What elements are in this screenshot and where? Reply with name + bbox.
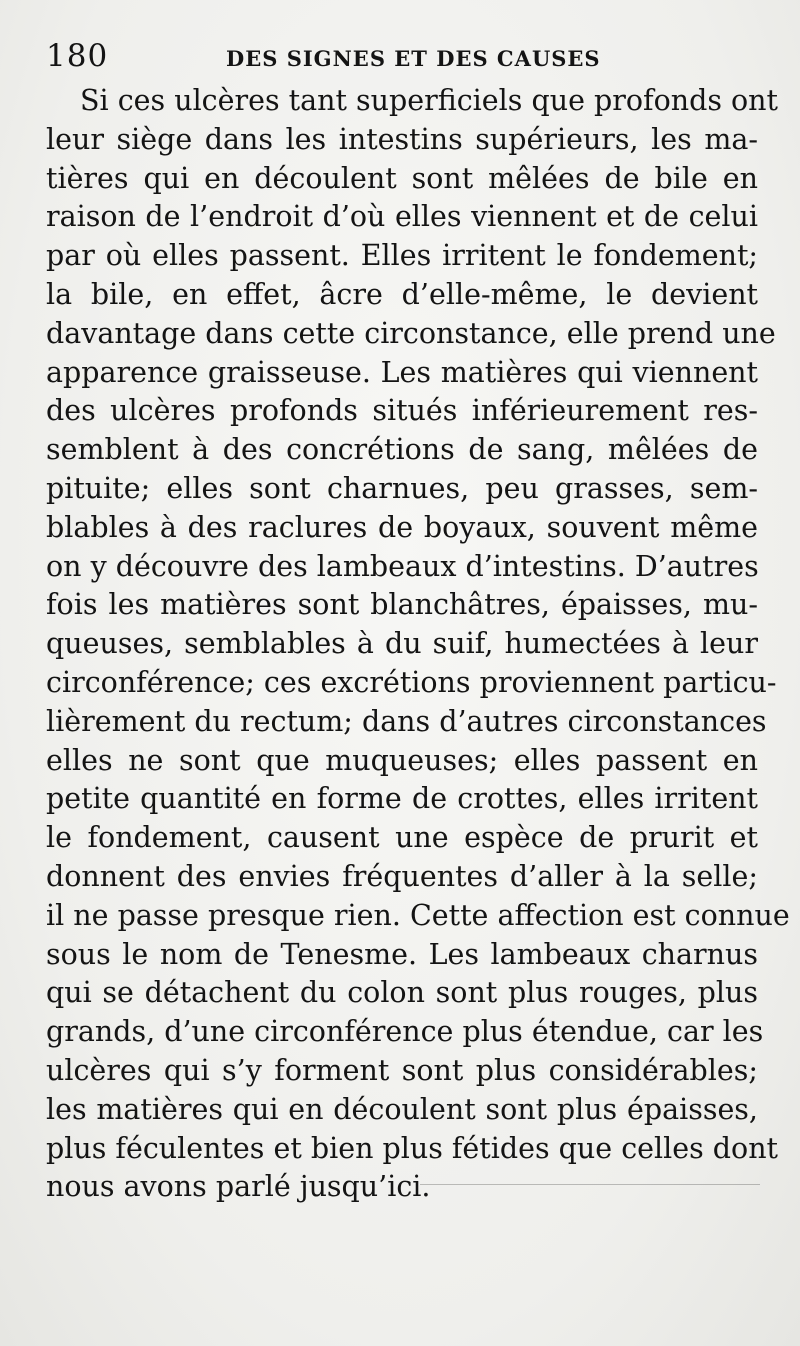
text-line: grands, d’une circonférence plus étendue, car les xyxy=(46,1015,764,1049)
text-line: davantage dans cette circonstance, elle prend une xyxy=(46,316,776,350)
body-text xyxy=(46,82,790,1207)
text-line: raison de l’endroit d’où elles viennent et de celui xyxy=(46,200,758,234)
text-line: les matières qui en découlent sont plus épaisses, xyxy=(46,1092,758,1126)
text-line: elles ne sont que muqueuses; elles passent en xyxy=(46,743,758,777)
text-line: on y découvre des lambeaux d’intestins. D’autres xyxy=(46,549,759,583)
text-line: la bile, en effet, âcre d’elle-même, le devient xyxy=(46,277,758,311)
text-line: apparence graisseuse. Les matières qui viennent xyxy=(46,355,758,389)
running-head xyxy=(46,38,766,78)
page-number: 180 xyxy=(46,38,109,74)
text-line: des ulcères profonds situés inférieurement res- xyxy=(46,394,758,428)
text-line: nous avons parlé jusqu’ici. xyxy=(46,1170,431,1204)
text-line: petite quantité en forme de crottes, elles irritent xyxy=(46,782,758,816)
text-line: semblent à des concrétions de sang, mêlées de xyxy=(46,433,758,467)
text-line: queuses, semblables à du suif, humectées à leur xyxy=(46,627,758,661)
bottom-rule xyxy=(420,1184,760,1185)
text-line: Si ces ulcères tant superficiels que profonds ont xyxy=(80,84,778,117)
running-title: DES SIGNES ET DES CAUSES xyxy=(226,46,601,71)
text-line: tières qui en découlent sont mêlées de bile en xyxy=(46,161,758,195)
text-line: lièrement du rectum; dans d’autres circonstances xyxy=(46,704,767,738)
text-line: par où elles passent. Elles irritent le fondement; xyxy=(46,239,758,273)
text-line: fois les matières sont blanchâtres, épaisses, mu- xyxy=(46,588,758,622)
text-line: donnent des envies fréquentes d’aller à la selle; xyxy=(46,859,758,893)
text-line: sous le nom de Tenesme. Les lambeaux charnus xyxy=(46,937,758,971)
text-line: blables à des raclures de boyaux, souvent même xyxy=(46,510,758,544)
text-line: le fondement, causent une espèce de prurit et xyxy=(46,821,758,855)
text-line: il ne passe presque rien. Cette affection est connue xyxy=(46,898,790,932)
text-line: qui se détachent du colon sont plus rouges, plus xyxy=(46,976,758,1010)
text-line: ulcères qui s’y forment sont plus considérables; xyxy=(46,1053,758,1087)
text-line: circonférence; ces excrétions proviennent particu- xyxy=(46,665,777,699)
text-line: plus féculentes et bien plus fétides que celles dont xyxy=(46,1131,779,1165)
text-line: leur siège dans les intestins supérieurs, les ma- xyxy=(46,122,758,156)
text-line: pituite; elles sont charnues, peu grasses, sem- xyxy=(46,471,758,505)
